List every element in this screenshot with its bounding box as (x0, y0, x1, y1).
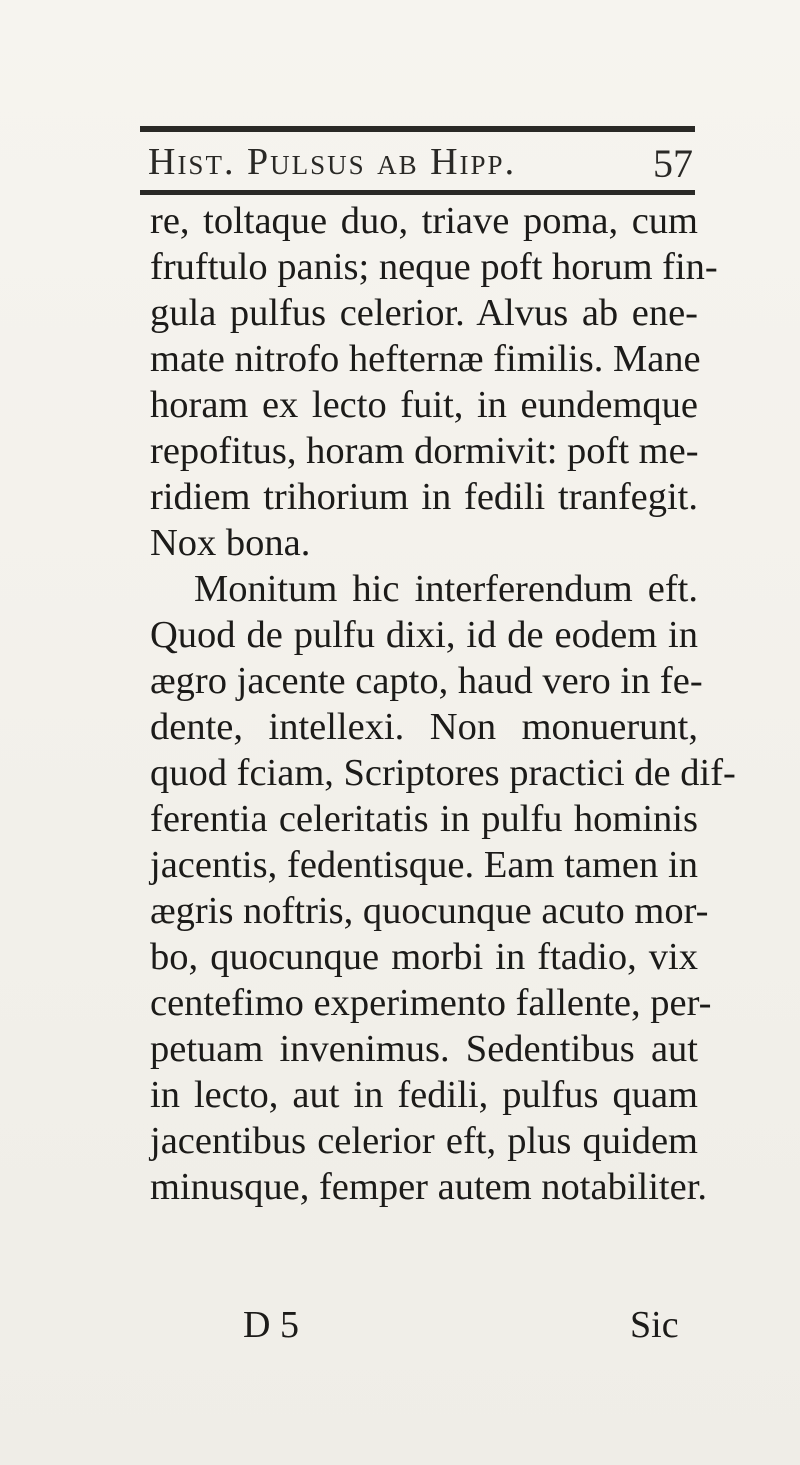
text-line: jacentis, fedentisque. Eam tamen in (150, 844, 698, 886)
text-line: Nox bona. (150, 522, 311, 564)
text-line: ægro jacente capto, haud vero in fe- (150, 660, 703, 702)
running-header (148, 140, 693, 186)
text-line: re, toltaque duo, triave poma, cum (150, 200, 698, 242)
text-line: ferentia celeritatis in pulfu hominis (150, 798, 698, 840)
text-line: gula pulfus celerior. Alvus ab ene- (150, 292, 698, 334)
text-line: dente, intellexi. Non monuerunt, (150, 706, 698, 748)
text-line: in lecto, aut in fedili, pulfus quam (150, 1074, 698, 1116)
text-line: ægris noftris, quocunque acuto mor- (150, 890, 709, 932)
text-line: petuam invenimus. Sedentibus aut (150, 1028, 698, 1070)
text-line: Quod de pulfu dixi, id de eodem in (150, 614, 698, 656)
text-line: horam ex lecto fuit, in eundemque (150, 384, 698, 426)
text-line: mate nitrofo hefternæ fimilis. Mane (150, 338, 701, 380)
text-line: ridiem trihorium in fedili tranfegit. (150, 476, 698, 518)
text-line: minusque, femper autem notabiliter. (150, 1166, 708, 1208)
text-line: fruftulo panis; neque poft horum fin- (150, 246, 718, 288)
text-line: centefimo experimento fallente, per- (150, 982, 712, 1024)
signature-mark: D 5 (243, 1304, 299, 1346)
text-line: Monitum hic interferendum eft. (194, 568, 698, 610)
header-rule-top (140, 126, 695, 132)
header-rule-bottom (140, 190, 695, 195)
page-number: 57 (653, 141, 693, 186)
text-line: jacentibus celerior eft, plus quidem (150, 1120, 698, 1162)
catchword: Sic (630, 1304, 679, 1346)
text-line: repofitus, horam dormivit: poft me- (150, 430, 699, 472)
text-line: bo, quocunque morbi in ftadio, vix (150, 936, 698, 978)
text-line: quod fciam, Scriptores practici de dif- (150, 752, 736, 794)
running-title: Hist. Pulsus ab Hipp. (148, 141, 517, 183)
